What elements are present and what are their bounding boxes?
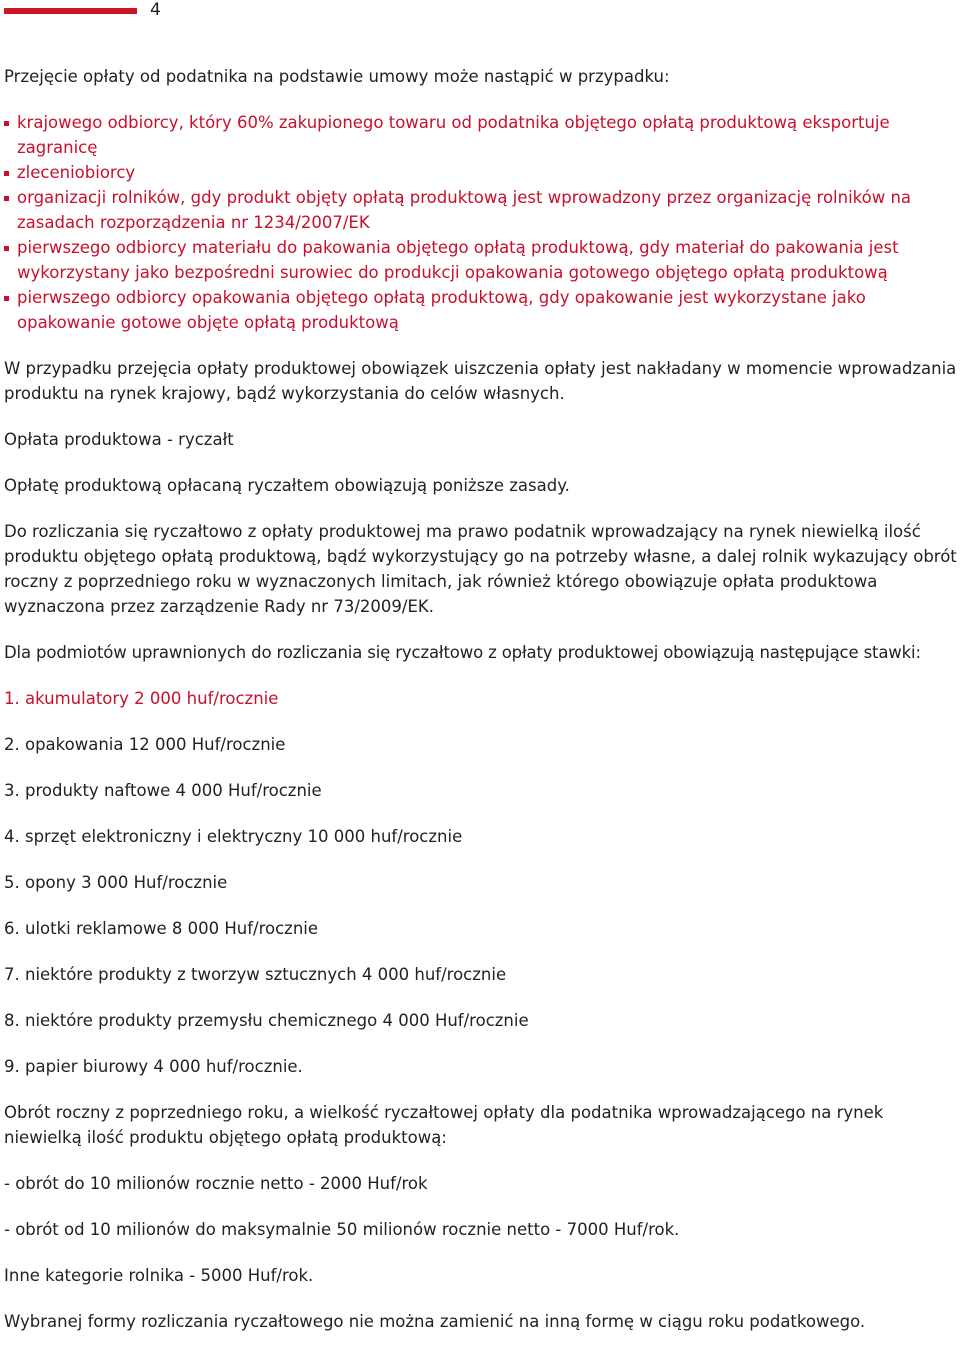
list-item <box>4 110 960 160</box>
rate-item-oil-products: 3. produkty naftowe 4 000 Huf/rocznie <box>4 781 322 800</box>
rate-item-plastics: 7. niektóre produkty z tworzyw sztucznych 4 000 huf/rocznie <box>4 965 507 984</box>
list-item <box>4 235 960 285</box>
page-number: 4 <box>150 0 161 20</box>
list-item-text: pierwszego odbiorcy materiału do pakowania objętego opłatą produktową, gdy materiał do pakowania jest wykorzystany jako bezpośredni surowiec do produkcji opakowania gotowego objętego opłatą produktową <box>17 238 899 282</box>
rate-item-tyres: 5. opony 3 000 Huf/rocznie <box>4 873 228 892</box>
list-item-text: organizacji rolników, gdy produkt objęty opłatą produktową jest wprowadzony przez organizację rolników na zasadach rozporządzenia nr 1234/2007/EK <box>17 188 912 232</box>
header-accent-bar <box>4 8 137 14</box>
rate-item-leaflets: 6. ulotki reklamowe 8 000 Huf/rocznie <box>4 919 319 938</box>
rate-item-electronics: 4. sprzęt elektroniczny i elektryczny 10 000 huf/rocznie <box>4 827 463 846</box>
list-item <box>4 285 960 335</box>
bullet-square-icon <box>4 246 9 251</box>
list-item-text: pierwszego odbiorcy opakowania objętego opłatą produktową, gdy opakowanie jest wykorzystane jako opakowanie gotowe objęte opłatą produktową <box>17 288 866 332</box>
closing-paragraph: Wybranej formy rozliczania ryczałtowego nie można zamienić na inną formę w ciągu roku podatkowego. <box>4 1312 866 1331</box>
rate-item-batteries: 1. akumulatory 2 000 huf/rocznie <box>4 689 279 708</box>
lump-sum-heading: Opłata produktowa - ryczałt <box>4 430 234 449</box>
bullet-square-icon <box>4 121 9 126</box>
rate-item-office-paper: 9. papier biurowy 4 000 huf/rocznie. <box>4 1057 303 1076</box>
list-item-text: krajowego odbiorcy, który 60% zakupionego towaru od podatnika objętego opłatą produktową eksportuje zagranicę <box>17 113 890 157</box>
intro-paragraph: Przejęcie opłaty od podatnika na podstawie umowy może nastąpić w przypadku: <box>4 67 670 86</box>
bullet-square-icon <box>4 171 9 176</box>
turnover-tier-1: - obrót do 10 milionów rocznie netto - 2000 Huf/rok <box>4 1174 428 1193</box>
list-item <box>4 160 960 185</box>
document-body <box>4 64 960 1355</box>
bullet-square-icon <box>4 296 9 301</box>
turnover-intro-paragraph: Obrót roczny z poprzedniego roku, a wielkość ryczałtowej opłaty dla podatnika wprowadzającego na rynek niewielką ilość produktu objętego opłatą produktową: <box>4 1103 884 1147</box>
list-item <box>4 185 960 235</box>
page-header <box>0 0 960 24</box>
list-item-text: zleceniobiorcy <box>17 163 136 182</box>
rate-item-chemicals: 8. niektóre produkty przemysłu chemicznego 4 000 Huf/rocznie <box>4 1011 529 1030</box>
entitlement-paragraph: Do rozliczania się ryczałtowo z opłaty produktowej ma prawo podatnik wprowadzający na rynek niewielką ilość produktu objętego opłatą produktową, bądź wykorzystujący go na potrzeby własne, a dalej rolnik wykazujący obrót roczny z poprzedniego roku w wyznaczonych limitach, jak również którego obowiązuje opłata produktowa wyznaczona przez zarządzenie Rady nr 73/2009/EK. <box>4 522 957 616</box>
bullet-list <box>4 110 960 335</box>
rates-intro-paragraph: Dla podmiotów uprawnionych do rozliczania się ryczałtowo z opłaty produktowej obowiązują następujące stawki: <box>4 643 921 662</box>
rate-item-packaging: 2. opakowania 12 000 Huf/rocznie <box>4 735 286 754</box>
turnover-tier-2: - obrót od 10 milionów do maksymalnie 50 milionów rocznie netto - 7000 Huf/rok. <box>4 1220 680 1239</box>
lump-sum-rules-paragraph: Opłatę produktową opłacaną ryczałtem obowiązują poniższe zasady. <box>4 476 570 495</box>
other-farmers-rate: Inne kategorie rolnika - 5000 Huf/rok. <box>4 1266 314 1285</box>
obligation-paragraph: W przypadku przejęcia opłaty produktowej obowiązek uiszczenia opłaty jest nakładany w momencie wprowadzania produktu na rynek krajowy, bądź wykorzystania do celów własnych. <box>4 359 957 403</box>
bullet-square-icon <box>4 196 9 201</box>
